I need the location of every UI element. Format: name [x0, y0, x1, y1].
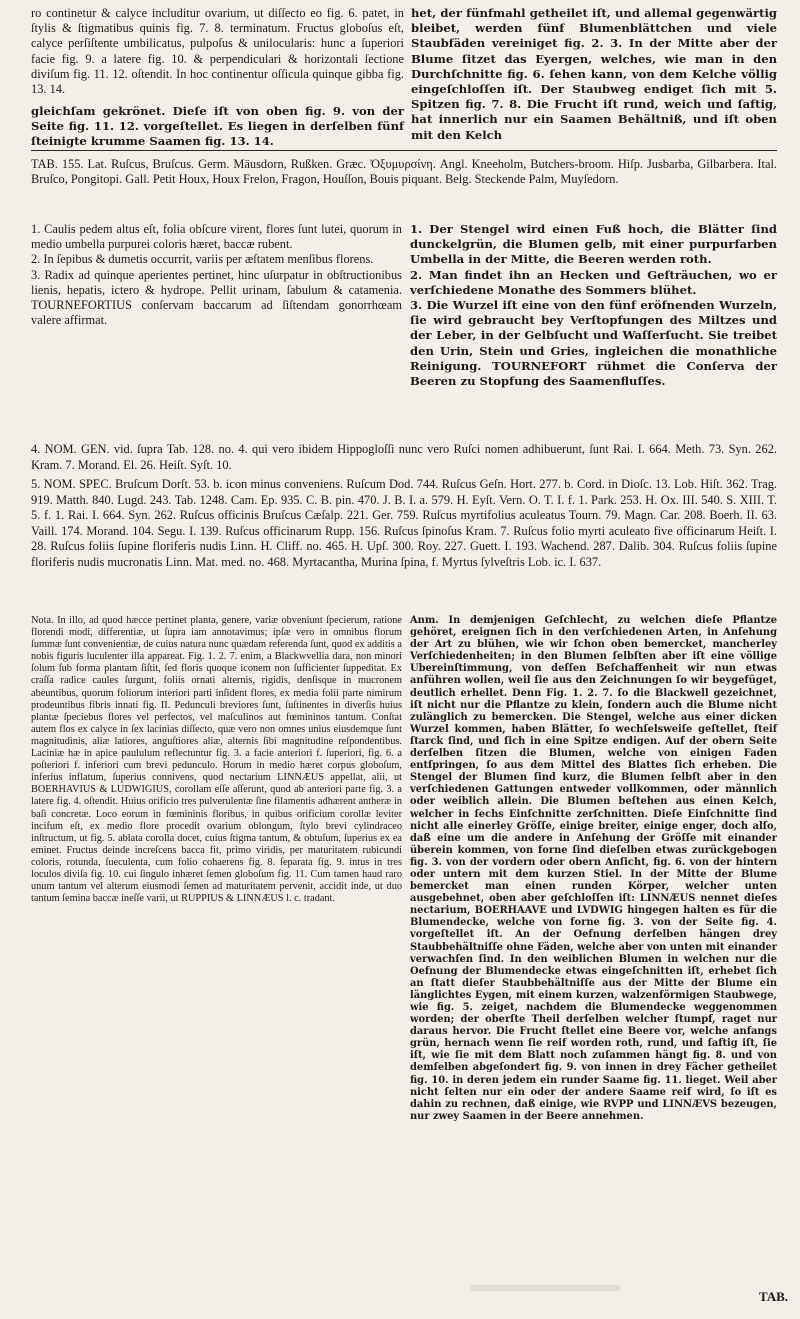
anmerkung-german: Anm. In demjenigen Geſchlecht, zu welchen dieſe Pflantze gehöret, ereignen ſich in den verſchiedenen Arten, in Anſehung der Art zu blühen, wie wir ſchon oben bemercket, mancherley Verſchiedenheiten; in den Blumen ſelbſten aber iſt eine völlige Ubereinſtimmung, von deſſen Beſchaffenheit wir nun etwas anführen wollen, weil ſie aus den Zeichnungen ſo wir beygefüget, deutlich erhellet. Denn Fig. 1. 2. 7. ſo die Blackwell gezeichnet, iſt nicht nur die Pflantze zu klein, ſondern auch die Blume nicht zulänglich zu bemercken. Die Stengel, welche aus einer dicken Wurzel kommen, haben Blätter, ſo wechſelsweiſe geſtellet, ſteif ſtarck ſind, und ſich in eine Spitze endigen. Auf der obern Seite derſelben ſitzen die Blumen, welche von einigen Faden entſpringen, ſo aus dem Mittel des Blattes ſich erheben. Die Stengel der Blumen ſind kurz, die Blumen ſelbſt aber in den verſchiedenen Gattungen entweder vollkommen, oder männlich oder weiblich allein. Die Blumen beſtehen aus einen Kelch, welcher in ſechs Einſchnitte zerſchnitten. Dieſe Einſchnitte ſind nicht alle einerley Gröſſe, einige breiter, einige enger, doch alſo, daß eine um die andere in Anſehung der Gröſſe mit einander überein kommen, von forne ſind dieſelben etwas zurückgebogen fig. 3. von der vordern oder obern Anſicht, fig. 6. von der hintern oder untern mit dem kurzen Stiel. In der Mitte der Blume bemercket man einen runden Körper, welcher unten ausgebehnet, oben aber geſchloſſen iſt: LINNÆUS nennet dieſes nectarium, BOERHAAVE und LVDWIG hingegen halten es für die Blumendecke, welche von forne fig. 3. von der Seite fig. 4. vorgeſtellet iſt. An der Oefnung derſelben hängen drey Staubbehältniſſe ohne Fäden, welche aber von unten mit einander verwachſen ſind. In den weiblichen Blumen in welchen nur die Oefnung der Blumendecke etwas eingeſchnitten iſt, erhebet ſich an ſtatt dieſer Staubbehältniſſe aus der Mitte der Blume ein länglichtes Eygen, mit einem kurzen, walzenförmigen Staubwege, wie fig. 5. zeiget, nachdem die Blumendecke weggenommen worden; der oberſte Theil derſelben welcher ſtumpf, raget nur daraus hervor. Die Frucht ſtellet eine Beere vor, welche anfangs grün, hernach wenn ſie reif worden roth, rund, und ſaftig iſt, ſie iſt, wie ſie mit dem Blatt noch zuſammen hängt fig. 8. und von demſelben abgeſondert fig. 9. von innen in drey Fächer getheilet fig. 10. in deren jedem ein runder Saame fig. 11. lieget. Weil aber nicht ſelten nur ein oder der andere Saame reif wird, ſo iſt es dahin zu rechnen, daß einige, wie RVPP und LINNÆVS bezeugen, nur zwey Saamen in der Beere annehmen. — [410, 615, 777, 1122]
nomen-genericum: 4. NOM. GEN. vid. ſupra Tab. 128. no. 4. qui vero ibidem Hippogloſſi nunc vero Ruſci nomen adhibuerunt, ſunt Rai. I. 664. Meth. 73. Syn. 262. Kram. 7. Morand. El. 26. Heiſt. Syſt. 10. — [31, 442, 777, 472]
section-rule — [31, 150, 777, 151]
plate-header: TAB. 155. Lat. Ruſcus, Bruſcus. Germ. Mäusdorn, Rußken. Græc. Ὀξυμυρσίνη. Angl. Kneeholm, Butchers-broom. Hiſp. Jusbarba, Gilbarbera. Ital. Bruſco, Pongitopi. Gall. Petit Houx, Houx Frelon, Fragon, Houſſon, Bouis piquant. Belg. Steckende Palm, Muyſedorn. — [31, 157, 777, 187]
uses-german: 1. Der Stengel wird einen Fuß hoch, die Blätter ſind dunckelgrün, die Blumen gelb, mit einer purpurfarben Umbella in der Mitte, die Beeren werden roth. 2. Man findet ihn an Hecken und Geſträuchen, wo er verſchiedene Monathe des Sommers blühet. 3. Die Wurzel iſt eine von den fünf eröfnenden Wurzeln, ſie wird gebraucht bey Verſtopfungen des Miltzes und der Leber, in der Gelbſucht und Waſſerſucht. Sie treibet den Urin, Stein und Gries, ingleichen die monathliche Reinigung. TOURNEFORT rühmet die Conſerva der Beeren zu Stopfung des Saamenfluſſes. — [410, 222, 777, 389]
top-latin-continuation: ro continetur & calyce includitur ovarium, ut diſſecto eo fig. 6. patet, in ſtylis & ſtigmatibus quinis fig. 7. 8. terminatum. Fructus globoſus eſt, calyce perſiſtente umbilicatus, pulpoſus & unilocularis: hunc a ſuperiori facie fig. 9. a latere fig. 10. & perpendiculari & horizontali ſectione diviſum fig. 11. 12. oſtendit. In hoc continentur oſſicula quinque gibba fig. 13. 14. — [31, 6, 404, 97]
nomen-specificum: 5. NOM. SPEC. Bruſcum Dorſt. 53. b. icon minus conveniens. Ruſcum Dod. 744. Ruſcus Geſn. Hort. 277. b. Cord. in Dioſc. 13. Lob. Hiſt. 362. Trag. 919. Matth. 840. Lugd. 243. Tab. 1248. Cam. Ep. 935. C. B. pin. 470. J. B. I. a. 579. H. Eyſt. Vern. O. T. I. f. 1. Park. 253. H. Ox. III. 540. S. XIII. T. 5. f. 1. Rai. I. 664. Syn. 262. Ruſcus officinis Bruſcus Cæſalp. 221. Ger. 759. Ruſcus myrtifolius aculeatus Tourn. 79. Magn. Car. 208. Boerh. II. 63. Vaill. 174. Morand. 104. Segu. I. 139. Ruſcus officinarum Rupp. 156. Ruſcus ſpinoſus Kram. 7. Ruſcus folio myrti aculeato five officinarum Heiſt. I. 28. Ruſcus foliis ſupine floriferis nudis Linn. H. Cliff. no. 465. H. Upſ. 300. Roy. 227. Guett. I. 193. Wachend. 287. Dalib. 304. Ruſcus foliis ſupine floriferis nudis mucronatis Linn. Mat. med. no. 468. Myrtacantha, Murina ſpina, f. Myrtus ſylveſtris Lob. ic. I. 637. — [31, 477, 777, 569]
catchword: TAB. — [758, 1289, 788, 1304]
uses-latin: 1. Caulis pedem altus eſt, folia obſcure virent, flores ſunt lutei, quorum in medio umbella purpurei coloris hæret, baccæ rubent. 2. In ſepibus & dumetis occurrit, variis per æſtatem menſibus florens. 3. Radix ad quinque aperientes pertinet, hinc uſurpatur in obſtructionibus lienis, hepatis, ictero & hydrope. Pellit urinam, ſabulum & catamenia. TOURNEFORTIUS conſervam baccarum ad ſiſtendam gonorrhœam valere affirmat. — [31, 222, 402, 328]
paper-smudge — [470, 1285, 620, 1291]
nota-latin: Nota. In illo, ad quod hæcce pertinet planta, genere, variæ obveniunt ſpecierum, ratione florendi modi, differentiæ, ut ſupra iam annotavimus; ipſæ vero in omnibus florum ſummæ ſunt convenientiæ, de cuius natura nunc quædam referenda ſunt, quod ex additis a nobis figuris luculenter illa appareat. Fig. 1. 2. 7. enim, a Blackwvellia dara, non minori ſolum ſub forma plantam ſiſtit, ſed floris quoque iconem non ſufficienter ſuppeditat. Ex craſſa radice caules ſurgunt, foliis ornati alternis, rigidis, denſisque in mucronem abeuntibus, quorum foliorum interiori parti inſident flores, ex media folii parte nimirum prodeuntibus fibris innati fig. II. Pedunculi breviores ſunt, ſuſtinentes in diverſis huius plantæ ſpeciebus flores vel perfectos, vel maſculinos aut fœmininos tantum. Conſtat autem flos ex calyce in ſex lacinias diſſecto, quæ vero non omnes unius eiusdemque ſunt magnitudinis, aliæ latiores, anguſtiores aliæ, alternis ſibi magnitudine reſpondentibus. Laciniæ hæ in apice paululum reflectuntur fig. 3. a facie anteriori f. ſuperiori, fig. 6. a poſteriori f. inferiori cum brevi pedunculo. Horum in medio hæret corpus globoſum, inferius inflatum, ſuperius connivens, quod nectarium LINNÆUS appellat, alii, ut BOERHAVIUS & LUDWIGIUS, corollam eſſe aſſerunt, quod ab anteriori parte fig. 3. a latere fig. 4. oſtendit. Huius orificio tres pulverulentæ ſine filamentis adhærent antheræ in baſi concretæ. Loco eorum in fœmininis floribus, in quibus orificium corollæ leviter incifum eſt, ex medio flore procedit ovarium oblongum, ſtylo brevi cylindraceo inſtructum, ut fig. 5. ablata corolla docet, cuius ſtigma tantum, & obtuſum, ſuperius ex ea eminet. Fructus deinde increſcens bacca fit, primo viridis, per maturitatem rubicundi coloris, rotunda, ſueculenta, cum folio cohaerens fig. 8. ſeparata fig. 9. intus in tres loculos diviſa fig. 10. cui ſingulo inhæret ſemen globoſum fig. 11. Cum tamen haud raro unum tantum vel alterum eiusmodi ſemen ad maturitatem pervenit, accidit inde, ut duo tantum ſemina baccæ ineſſe varii, ut RUPPIUS & LINNÆUS l. c. tradant. — [31, 615, 402, 905]
top-german-continuation-right: het, der fünfmahl getheilet iſt, und allemal gegenwärtig bleibet, werden fünf Blumenblättchen und viele Staubfäden vereiniget fig. 2. 3. In der Mitte aber der Blume ſitzet das Eyergen, welches, wie man in den Durchſchnitte fig. 6. ſehen kann, von dem Kelche völlig eingeſchloſſen iſt. Der Staubweg endiget ſich mit 5. Spitzen fig. 7. 8. Die Frucht iſt rund, weich und ſaftig, hat innerlich nur ein Saamen Behältniß, und iſt oben mit den Kelch — [411, 6, 777, 142]
top-german-continuation-left: gleichſam gekrönet. Dieſe iſt von oben fig. 9. von der Seite fig. 11. 12. vorgeſtellet. Es liegen in derſelben fünf ſteinigte krumme Saamen fig. 13. 14. — [31, 104, 404, 149]
